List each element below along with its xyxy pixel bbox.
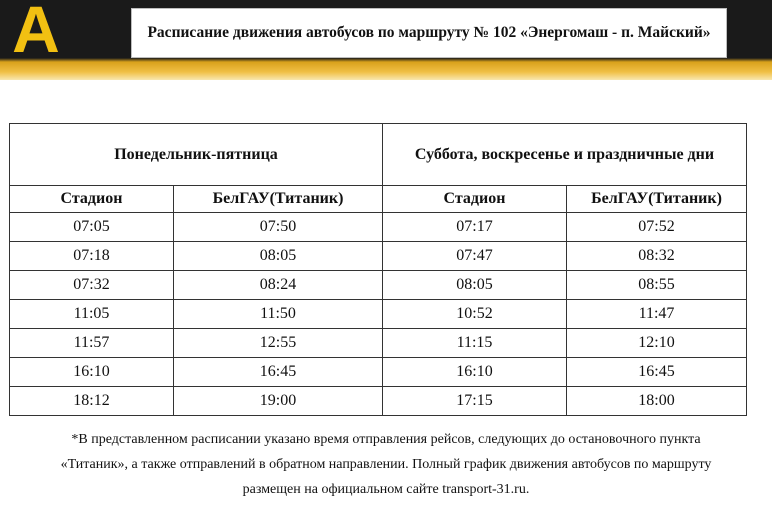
stop-header: Стадион (383, 186, 567, 213)
footnote-line: размещен на официальном сайте transport-31.ru. (242, 482, 530, 497)
footnote-line: «Титаник», а также отправлений в обратном направлении. Полный график движения автобусов по маршруту (60, 457, 712, 472)
table-row (10, 242, 747, 271)
table-row (10, 271, 747, 300)
time-cell: 11:50 (174, 300, 383, 329)
footnote-line: *В представленном расписании указано время отправления рейсов, следующих до остановочного пункта (71, 432, 701, 447)
stop-header: БелГАУ(Титаник) (567, 186, 747, 213)
logo-a-icon: A (0, 0, 72, 58)
time-cell: 18:12 (10, 387, 174, 416)
time-cell: 16:45 (174, 358, 383, 387)
time-cell: 07:32 (10, 271, 174, 300)
time-cell: 08:05 (174, 242, 383, 271)
table-row (10, 358, 747, 387)
schedule-table (9, 123, 747, 416)
time-cell: 12:10 (567, 329, 747, 358)
stops-header-row (10, 186, 747, 213)
time-cell: 08:32 (567, 242, 747, 271)
weekend-header: Суббота, воскресенье и праздничные дни (383, 124, 747, 186)
footnote (12, 427, 760, 502)
header-banner (0, 0, 772, 80)
time-cell: 17:15 (383, 387, 567, 416)
weekday-header: Понедельник-пятница (10, 124, 383, 186)
time-cell: 08:55 (567, 271, 747, 300)
time-cell: 18:00 (567, 387, 747, 416)
time-cell: 07:18 (10, 242, 174, 271)
time-cell: 08:24 (174, 271, 383, 300)
time-cell: 11:57 (10, 329, 174, 358)
time-cell: 08:05 (383, 271, 567, 300)
time-cell: 11:05 (10, 300, 174, 329)
table-row (10, 300, 747, 329)
day-type-row (10, 124, 747, 186)
time-cell: 11:15 (383, 329, 567, 358)
time-cell: 07:52 (567, 213, 747, 242)
time-cell: 19:00 (174, 387, 383, 416)
table-row (10, 387, 747, 416)
time-cell: 16:45 (567, 358, 747, 387)
time-cell: 10:52 (383, 300, 567, 329)
time-cell: 07:50 (174, 213, 383, 242)
time-cell: 16:10 (383, 358, 567, 387)
table-row (10, 213, 747, 242)
stop-header: Стадион (10, 186, 174, 213)
stop-header: БелГАУ(Титаник) (174, 186, 383, 213)
time-cell: 16:10 (10, 358, 174, 387)
time-cell: 07:17 (383, 213, 567, 242)
time-cell: 12:55 (174, 329, 383, 358)
time-cell: 07:47 (383, 242, 567, 271)
page-title: Расписание движения автобусов по маршруту № 102 «Энергомаш - п. Майский» (131, 8, 727, 58)
time-cell: 11:47 (567, 300, 747, 329)
time-cell: 07:05 (10, 213, 174, 242)
table-row (10, 329, 747, 358)
